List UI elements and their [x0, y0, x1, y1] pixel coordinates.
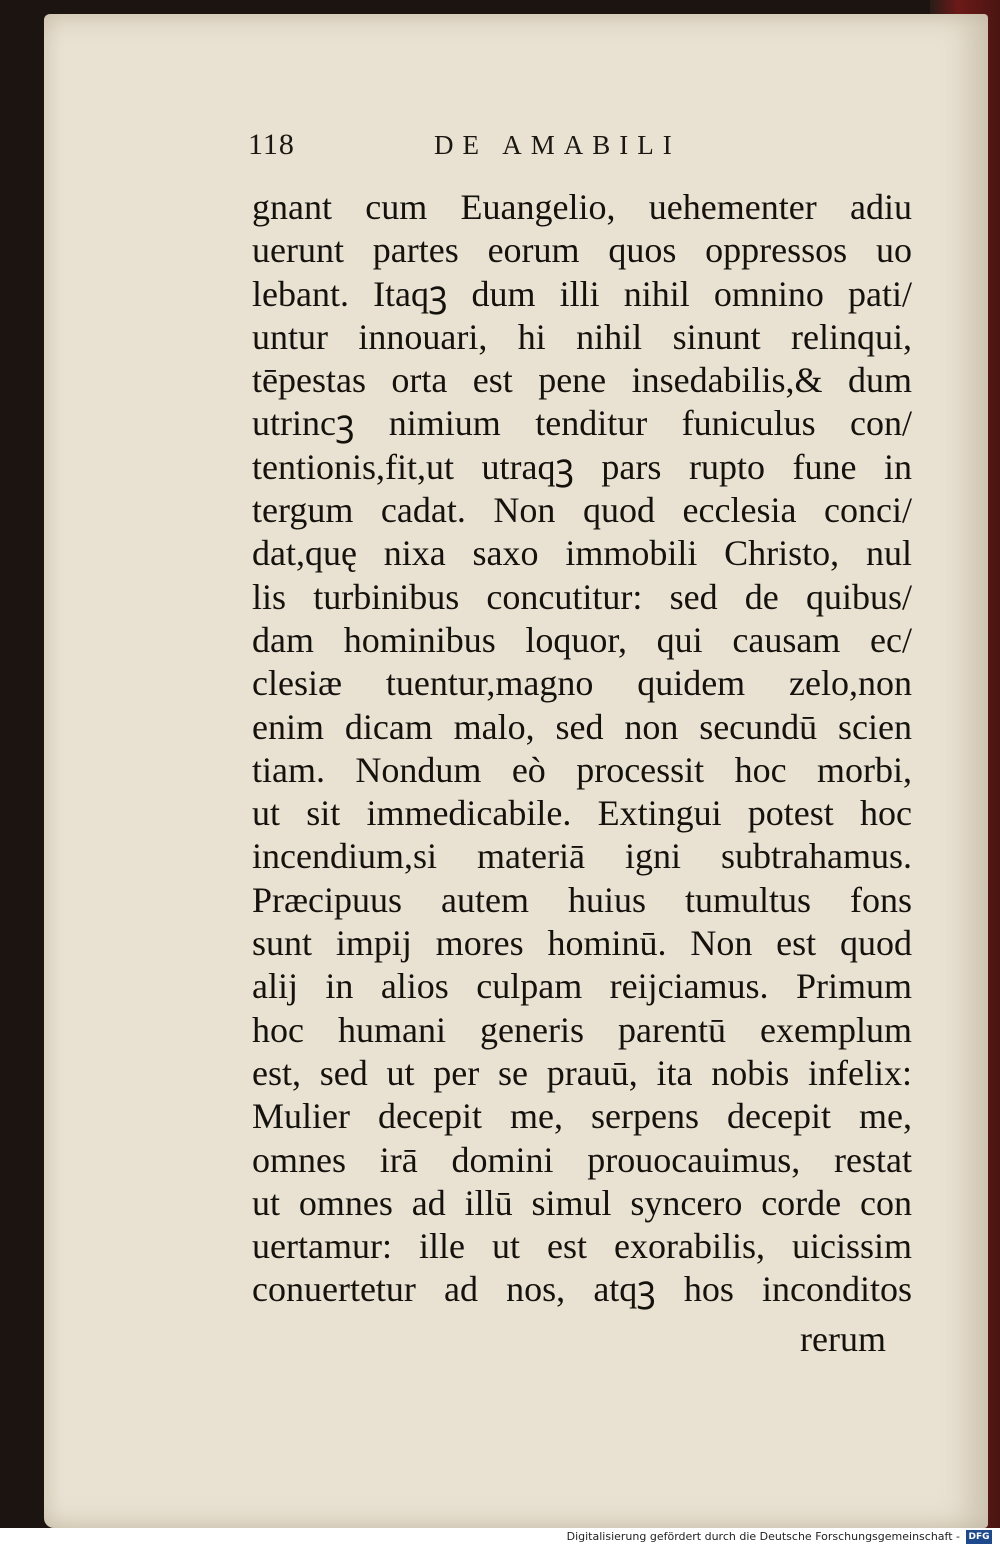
text-line: omnes irā domini prouocauimus, restat	[252, 1139, 912, 1180]
text-line: clesiæ tuentur,magno quidem zelo,non	[252, 663, 912, 704]
text-line: uertamur: ille ut est exorabilis, uicissim	[252, 1226, 912, 1267]
catchword: rerum	[800, 1319, 886, 1359]
text-line: gnant cum Euangelio, uehementer adiu	[252, 187, 912, 227]
text-line: hoc humani generis parentū exemplum	[252, 1009, 912, 1050]
text-line: tergum cadat. Non quod ecclesia conci/	[252, 490, 912, 531]
text-line: enim dicam malo, sed non secundū scien	[252, 706, 912, 747]
text-line: est, sed ut per se prauū, ita nobis infelix:	[252, 1052, 912, 1093]
text-line: tēpestas orta est pene insedabilis,& dum	[252, 360, 912, 401]
page-header	[248, 128, 908, 176]
footer-credit: Digitalisierung gefördert durch die Deutsche Forschungsgemeinschaft -	[566, 1530, 960, 1543]
dfg-logo-icon: DFG	[966, 1530, 992, 1544]
text-line: sunt impij mores hominū. Non est quod	[252, 923, 912, 964]
text-line: Mulier decepit me, serpens decepit me,	[252, 1096, 912, 1137]
text-line: lebant. Itaqꝫ dum illi nihil omnino pati/	[252, 273, 912, 314]
body-text	[252, 186, 912, 1312]
running-head: DE AMABILI	[434, 130, 681, 160]
text-line: dam hominibus loquor, qui causam ec/	[252, 619, 912, 660]
text-line: uerunt partes eorum quos oppressos uo	[252, 230, 912, 271]
text-line: lis turbinibus concutitur: sed de quibus/	[252, 576, 912, 617]
page-number: 118	[248, 128, 295, 161]
text-line: dat,quę nixa saxo immobili Christo, nul	[252, 533, 912, 574]
text-line: Præcipuus autem huius tumultus fons	[252, 879, 912, 920]
text-line: utrincꝫ nimium tenditur funiculus con/	[252, 403, 912, 444]
text-line: alij in alios culpam reijciamus. Primum	[252, 966, 912, 1007]
text-line: conuertetur ad nos, atqꝫ hos inconditos	[252, 1269, 912, 1310]
footer-bar	[0, 1528, 1000, 1547]
text-line: ut omnes ad illū simul syncero corde con	[252, 1182, 912, 1223]
text-line: tiam. Nondum eò processit hoc morbi,	[252, 749, 912, 790]
text-line: untur innouari, hi nihil sinunt relinqui,	[252, 316, 912, 357]
text-line: incendium,si materiā igni subtrahamus.	[252, 836, 912, 877]
text-line: ut sit immedicabile. Extingui potest hoc	[252, 793, 912, 834]
text-line: tentionis,fit,ut utraqꝫ pars rupto fune in	[252, 446, 912, 487]
